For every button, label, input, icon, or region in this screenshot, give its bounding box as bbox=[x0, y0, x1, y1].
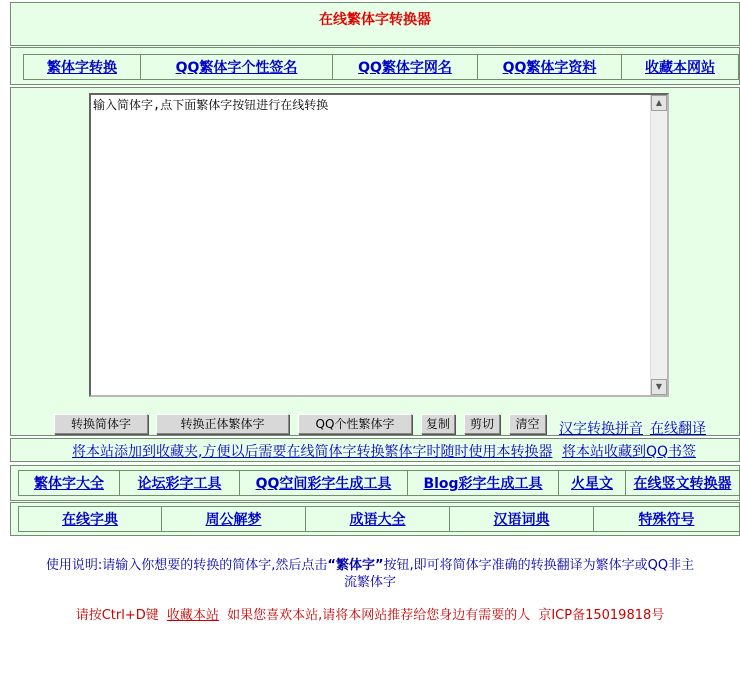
cut-button[interactable]: 剪切 bbox=[464, 414, 500, 434]
text-input[interactable] bbox=[91, 95, 651, 395]
pinyin-link[interactable]: 汉字转换拼音 bbox=[559, 421, 643, 437]
nav-martian-text[interactable]: 火星文 bbox=[559, 471, 626, 496]
nav-bookmark-site[interactable]: 收藏本网站 bbox=[622, 55, 739, 80]
instructions-keyword: “繁体字” bbox=[327, 558, 384, 573]
qq-traditional-button[interactable]: QQ个性繁体字 bbox=[298, 414, 412, 434]
nav-idioms[interactable]: 成语大全 bbox=[306, 507, 450, 532]
copy-button[interactable]: 复制 bbox=[421, 414, 455, 434]
instructions-text-a: 使用说明:请输入你想要的转换的简体字,然后点击 bbox=[45, 558, 328, 573]
instructions-text-c: 按钮,即可将简体字准确的转换翻译为繁体字或QQ非主 bbox=[383, 558, 695, 573]
nav-traditional-convert[interactable]: 繁体字转换 bbox=[24, 55, 141, 80]
footer-recommend: 如果您喜欢本站,请将本网站推荐给您身边有需要的人 bbox=[227, 608, 531, 623]
convert-simplified-button[interactable]: 转换简体字 bbox=[54, 414, 148, 434]
nav-qq-profile[interactable]: QQ繁体字资料 bbox=[478, 55, 622, 80]
footer-ctrl-d: 请按Ctrl+D键 bbox=[75, 608, 159, 623]
text-input-frame bbox=[89, 93, 669, 397]
nav-qq-nickname[interactable]: QQ繁体字网名 bbox=[333, 55, 478, 80]
nav-qzone-color-text[interactable]: QQ空间彩字生成工具 bbox=[240, 471, 408, 496]
footer-icp: 京ICP备15019818号 bbox=[538, 608, 665, 623]
clear-button[interactable]: 清空 bbox=[509, 414, 546, 434]
top-nav bbox=[23, 54, 739, 80]
translate-link[interactable]: 在线翻译 bbox=[650, 421, 706, 437]
dict-nav-panel bbox=[10, 502, 740, 536]
nav-dream-interpretation[interactable]: 周公解梦 bbox=[162, 507, 306, 532]
page-title: 在线繁体字转换器 bbox=[319, 12, 431, 28]
header-panel bbox=[10, 2, 740, 46]
footer-bookmark-link[interactable]: 收藏本站 bbox=[166, 608, 219, 623]
scroll-up-icon[interactable]: ▲ bbox=[651, 95, 667, 111]
nav-vertical-text[interactable]: 在线竖文转换器 bbox=[626, 471, 740, 496]
nav-chinese-dictionary[interactable]: 汉语词典 bbox=[450, 507, 594, 532]
add-favorites-link[interactable]: 将本站添加到收藏夹,方便以后需要在线简体字转换繁体字时随时使用本转换器 bbox=[72, 444, 553, 460]
tools-nav-panel bbox=[10, 465, 740, 501]
top-nav-panel bbox=[10, 47, 740, 85]
convert-traditional-button[interactable]: 转换正体繁体字 bbox=[156, 414, 289, 434]
nav-qq-signature[interactable]: QQ繁体字个性签名 bbox=[141, 55, 333, 80]
footer bbox=[0, 604, 740, 623]
nav-online-dictionary[interactable]: 在线字典 bbox=[19, 507, 162, 532]
nav-blog-color-text[interactable]: Blog彩字生成工具 bbox=[408, 471, 559, 496]
tools-nav bbox=[18, 470, 740, 496]
instructions-line2: 流繁体字 bbox=[343, 575, 396, 590]
nav-traditional-chars[interactable]: 繁体字大全 bbox=[19, 471, 120, 496]
nav-special-symbols[interactable]: 特殊符号 bbox=[594, 507, 740, 532]
vertical-scrollbar[interactable] bbox=[650, 95, 667, 395]
nav-forum-color-text[interactable]: 论坛彩字工具 bbox=[120, 471, 240, 496]
dict-nav bbox=[18, 506, 740, 532]
qq-bookmark-link[interactable]: 将本站收藏到QQ书签 bbox=[562, 444, 697, 460]
scroll-down-icon[interactable]: ▼ bbox=[651, 379, 667, 395]
